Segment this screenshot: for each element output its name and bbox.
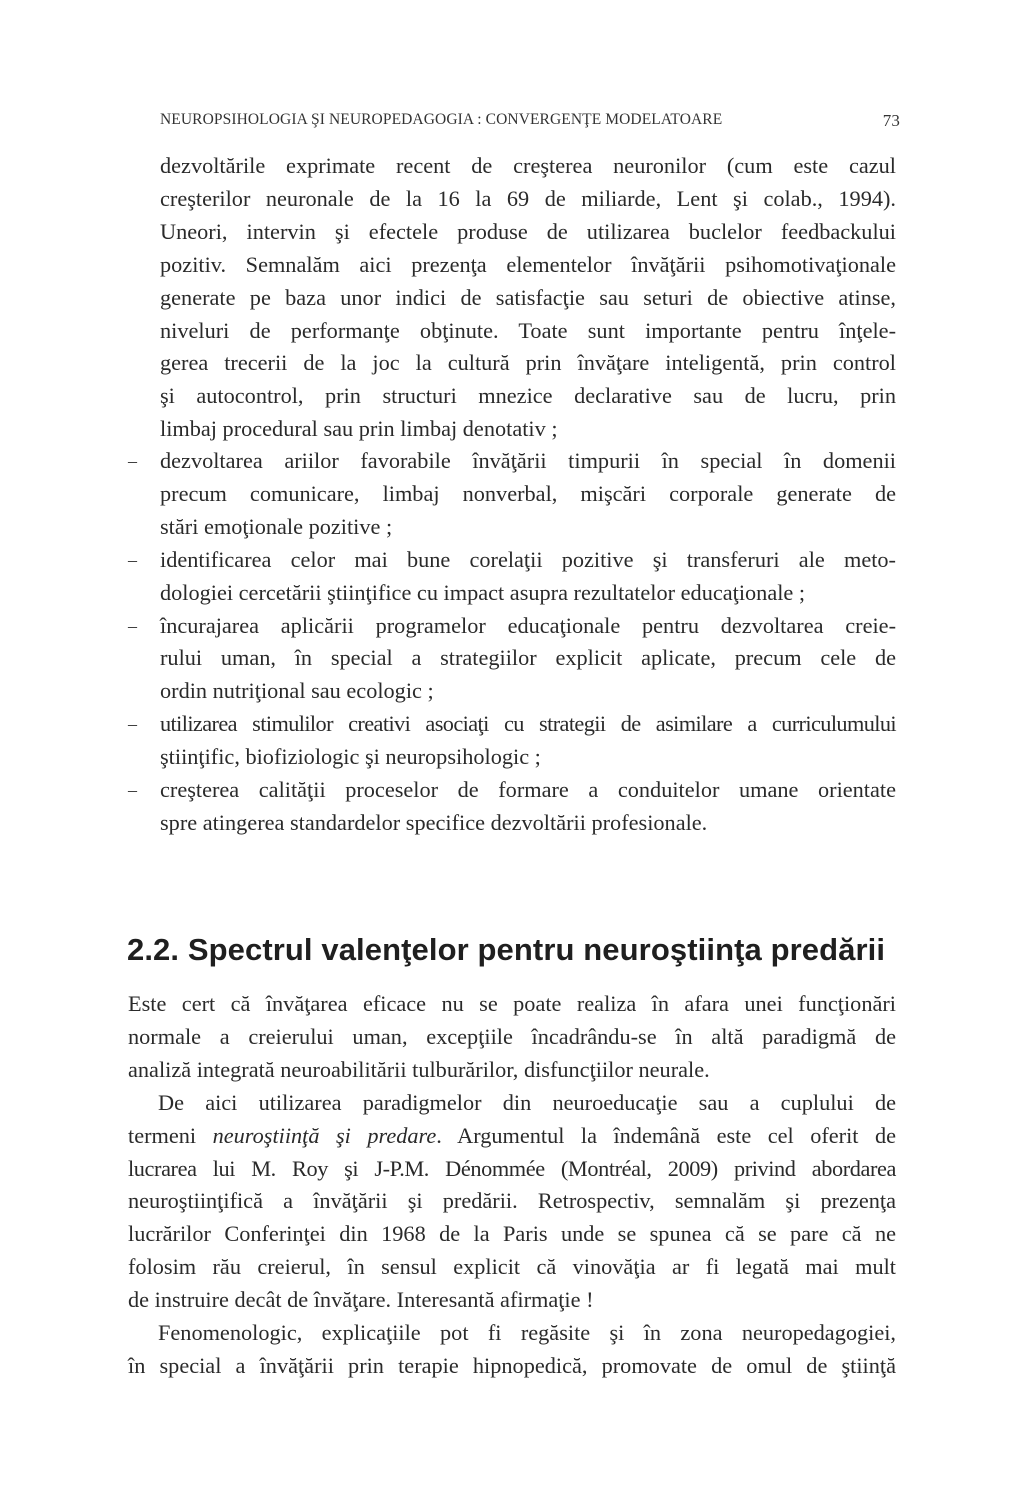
intro-paragraph (160, 150, 896, 446)
text-line (128, 1120, 896, 1153)
text-line: gerea trecerii de la joc la cultură prin învăţare inteligentă, prin control (160, 350, 896, 376)
text-line: creşterilor neuronale de la 16 la 69 de miliarde, Lent şi colab., 1994). (160, 185, 896, 211)
text-line: utilizarea stimulilor creativi asociaţi cu strategii de asimilare a curriculumului (160, 711, 896, 737)
text-line: ordin nutriţional sau ecologic ; (160, 678, 434, 704)
bullet-list (120, 445, 896, 840)
text-line: şi autocontrol, prin structuri mnezice declarative sau de lucru, prin (160, 383, 896, 409)
text-line: dologiei cercetării ştiinţifice cu impact asupra rezultatelor educaţionale ; (160, 579, 806, 605)
section-body (128, 988, 896, 1383)
paragraph-3 (128, 1317, 896, 1383)
text-line: lucrărilor Conferinţei din 1968 de la Paris unde se spunea că se pare că ne (128, 1221, 896, 1247)
text-line: pozitiv. Semnalăm aici prezenţa elementelor învăţării psihomotivaţionale (160, 251, 896, 277)
text-line: dezvoltarea ariilor favorabile învăţării timpurii în special în domenii (160, 448, 896, 473)
text-line: încurajarea aplicării programelor educaţionale pentru dezvoltarea creie- (160, 612, 896, 638)
text-line: în special a învăţării prin terapie hipnopedică, promovate de omul de ştiinţă (128, 1352, 896, 1378)
paragraph-2 (128, 1087, 896, 1317)
page-number: 73 (882, 111, 900, 130)
text-fragment: . Argumentul la îndemână este cel oferit de (436, 1122, 896, 1148)
text-line: limbaj procedural sau prin limbaj denotativ ; (160, 416, 558, 442)
text-line: Este cert că învăţarea eficace nu se poate realiza în afara unei funcţionări (128, 991, 896, 1016)
text-line: ştiinţific, biofiziologic şi neuropsihologic ; (160, 744, 541, 770)
running-title: NEUROPSIHOLOGIA ŞI NEUROPEDAGOGIA : CONVERGENŢE MODELATOARE (160, 111, 723, 128)
text-line: stări emoţionale pozitive ; (160, 513, 393, 539)
paragraph-1 (128, 988, 896, 1087)
text-line: folosim rău creierul, în sensul explicit că vinovăţia ar fi legată mai mult (128, 1254, 896, 1280)
dash-bullet-icon: – (128, 451, 137, 471)
text-line: Fenomenologic, explicaţiile pot fi regăsite şi în zona neuropedagogiei, (158, 1320, 896, 1346)
text-line: spre atingerea standardelor specifice dezvoltării profesionale. (160, 809, 708, 835)
text-line: neuroştiinţifică a învăţării şi predării. Retrospectiv, semnalăm şi prezenţa (128, 1188, 896, 1214)
list-item (120, 708, 896, 774)
text-line: rului uman, în special a strategiilor explicit aplicate, precum cele de (160, 645, 896, 671)
text-line: De aici utilizarea paradigmelor din neuroeducaţie sau a cuplului de (158, 1089, 896, 1115)
italic-term: neuroştiinţă şi predare (212, 1122, 437, 1148)
dash-bullet-icon: – (128, 549, 137, 570)
text-line: dezvoltările exprimate recent de creşterea neuronilor (cum este cazul (160, 153, 896, 178)
text-line: de instruire decât de învăţare. Interesantă afirmaţie ! (128, 1287, 594, 1313)
list-item (120, 774, 896, 840)
text-line: Uneori, intervin şi efectele produse de utilizarea buclelor feedbackului (160, 218, 896, 244)
list-item (120, 544, 896, 610)
text-line: niveluri de performanţe obţinute. Toate sunt importante pentru înţele- (160, 317, 896, 343)
text-line: identificarea celor mai bune corelaţii pozitive şi transferuri ale meto- (160, 546, 896, 572)
list-item (120, 610, 896, 709)
text-line: generate pe baza unor indici de satisfacţie sau seturi de obiective atinse, (160, 284, 896, 310)
text-line: lucrarea lui M. Roy şi J-P.M. Dénommée (Montréal, 2009) privind abordarea (128, 1155, 896, 1181)
section-heading: 2.2. Spectrul valenţelor pentru neuroştiinţa predării (127, 931, 886, 967)
dash-bullet-icon: – (128, 615, 137, 636)
list-item (120, 445, 896, 544)
text-line: precum comunicare, limbaj nonverbal, mişcări corporale generate de (160, 480, 896, 506)
text-fragment: termeni (128, 1122, 213, 1148)
running-head (160, 111, 900, 131)
text-line: analiză integrată neuroabilitării tulburărilor, disfuncţiilor neurale. (128, 1056, 710, 1082)
dash-bullet-icon: – (128, 714, 137, 735)
text-line: normale a creierului uman, excepţiile încadrându-se în altă paradigmă de (128, 1023, 896, 1049)
text-line: creşterea calităţii proceselor de formare a conduitelor umane orientate (160, 777, 896, 803)
dash-bullet-icon: – (128, 780, 137, 801)
